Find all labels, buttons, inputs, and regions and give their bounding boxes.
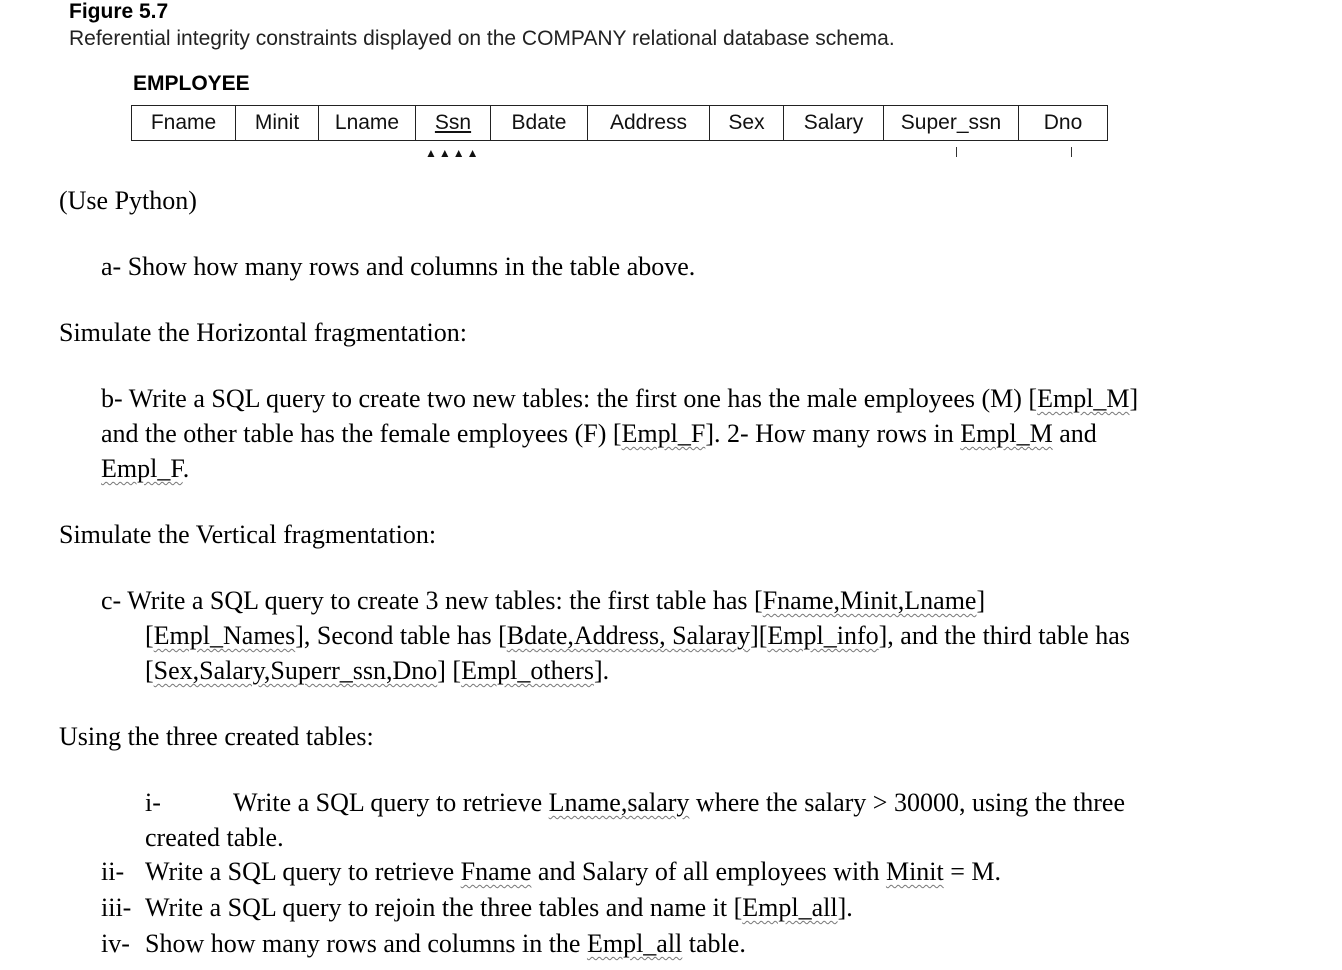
schema-column-fname: Fname xyxy=(132,106,236,140)
others-columns-term: Sex,Salary,Superr_ssn,Dno xyxy=(153,656,438,685)
empl-names-term: Empl_Names xyxy=(153,621,296,650)
empl-m-term: Empl_M xyxy=(960,419,1053,448)
empl-m-term: Empl_M xyxy=(1037,384,1130,413)
employee-schema-table xyxy=(131,105,1108,141)
question-iii: Write a SQL query to rejoin the three tables and name it [Empl_all]. xyxy=(145,893,853,922)
empl-f-term: Empl_F xyxy=(621,419,706,448)
schema-column-minit: Minit xyxy=(236,106,319,140)
schema-column-bdate: Bdate xyxy=(491,106,588,140)
heading-horizontal-fragmentation: Simulate the Horizontal fragmentation: xyxy=(59,318,467,347)
question-c-line-2: [Empl_Names], Second table has [Bdate,Address, Salaray][Empl_info], and the third table has xyxy=(145,621,1130,650)
question-b-line-3: Empl_F. xyxy=(101,454,190,483)
super-ssn-reference-line-icon xyxy=(956,147,957,157)
schema-table-name: EMPLOYEE xyxy=(133,72,250,95)
ssn-reference-arrows-icon: ▲▲▲▲ xyxy=(425,146,481,160)
empl-all-term: Empl_all xyxy=(742,893,838,922)
figure-caption: Referential integrity constraints displayed on the COMPANY relational database schema. xyxy=(69,27,895,50)
question-b-line-2: and the other table has the female employees (F) [Empl_F]. 2- How many rows in Empl_M and xyxy=(101,419,1097,448)
question-iv: Show how many rows and columns in the Empl_all table. xyxy=(145,929,746,958)
schema-column-ssn: Ssn xyxy=(416,106,491,140)
schema-column-dno: Dno xyxy=(1043,111,1083,134)
dno-reference-line-icon xyxy=(1071,147,1072,157)
names-columns-term: Fname,Minit,Lname xyxy=(762,586,977,615)
question-b-line-1: b- Write a SQL query to create two new tables: the first one has the male employees (M) [Empl_M] xyxy=(101,384,1139,413)
empl-f-term: Empl_F xyxy=(101,454,183,483)
question-iv-number: iv- xyxy=(101,929,130,958)
empl-info-term: Empl_info xyxy=(767,621,879,650)
question-ii: Write a SQL query to retrieve Fname and Salary of all employees with Minit = M. xyxy=(145,857,1002,886)
question-c-line-1: c- Write a SQL query to create 3 new tables: the first table has [Fname,Minit,Lname] xyxy=(101,586,986,615)
minit-term: Minit xyxy=(885,857,944,886)
question-c-line-3: [Sex,Salary,Superr_ssn,Dno] [Empl_others]. xyxy=(145,656,610,685)
question-i-number: i- xyxy=(145,788,161,817)
info-columns-term: Bdate,Address, Salaray xyxy=(506,621,751,650)
question-i-line-2: created table. xyxy=(145,823,284,852)
question-iii-number: iii- xyxy=(101,893,132,922)
question-a: a- Show how many rows and columns in the table above. xyxy=(101,252,696,281)
empl-all-term: Empl_all xyxy=(586,929,683,958)
question-ii-number: ii- xyxy=(101,857,125,886)
question-i-line-1: Write a SQL query to retrieve Lname,salary where the salary > 30000, using the three xyxy=(233,788,1126,817)
schema-column-sex: Sex xyxy=(710,106,784,140)
schema-column-salary: Salary xyxy=(784,106,884,140)
heading-vertical-fragmentation: Simulate the Vertical fragmentation: xyxy=(59,520,437,549)
schema-column-address: Address xyxy=(588,106,710,140)
empl-others-term: Empl_others xyxy=(461,656,594,685)
use-python-note: (Use Python) xyxy=(59,186,197,215)
heading-using-tables: Using the three created tables: xyxy=(59,722,374,751)
schema-column-lname: Lname xyxy=(319,106,416,140)
schema-column-super-ssn: Super_ssn xyxy=(884,106,1019,140)
lname-salary-term: Lname,salary xyxy=(548,788,690,817)
fname-term: Fname xyxy=(460,857,532,886)
figure-title: Figure 5.7 xyxy=(69,0,169,23)
